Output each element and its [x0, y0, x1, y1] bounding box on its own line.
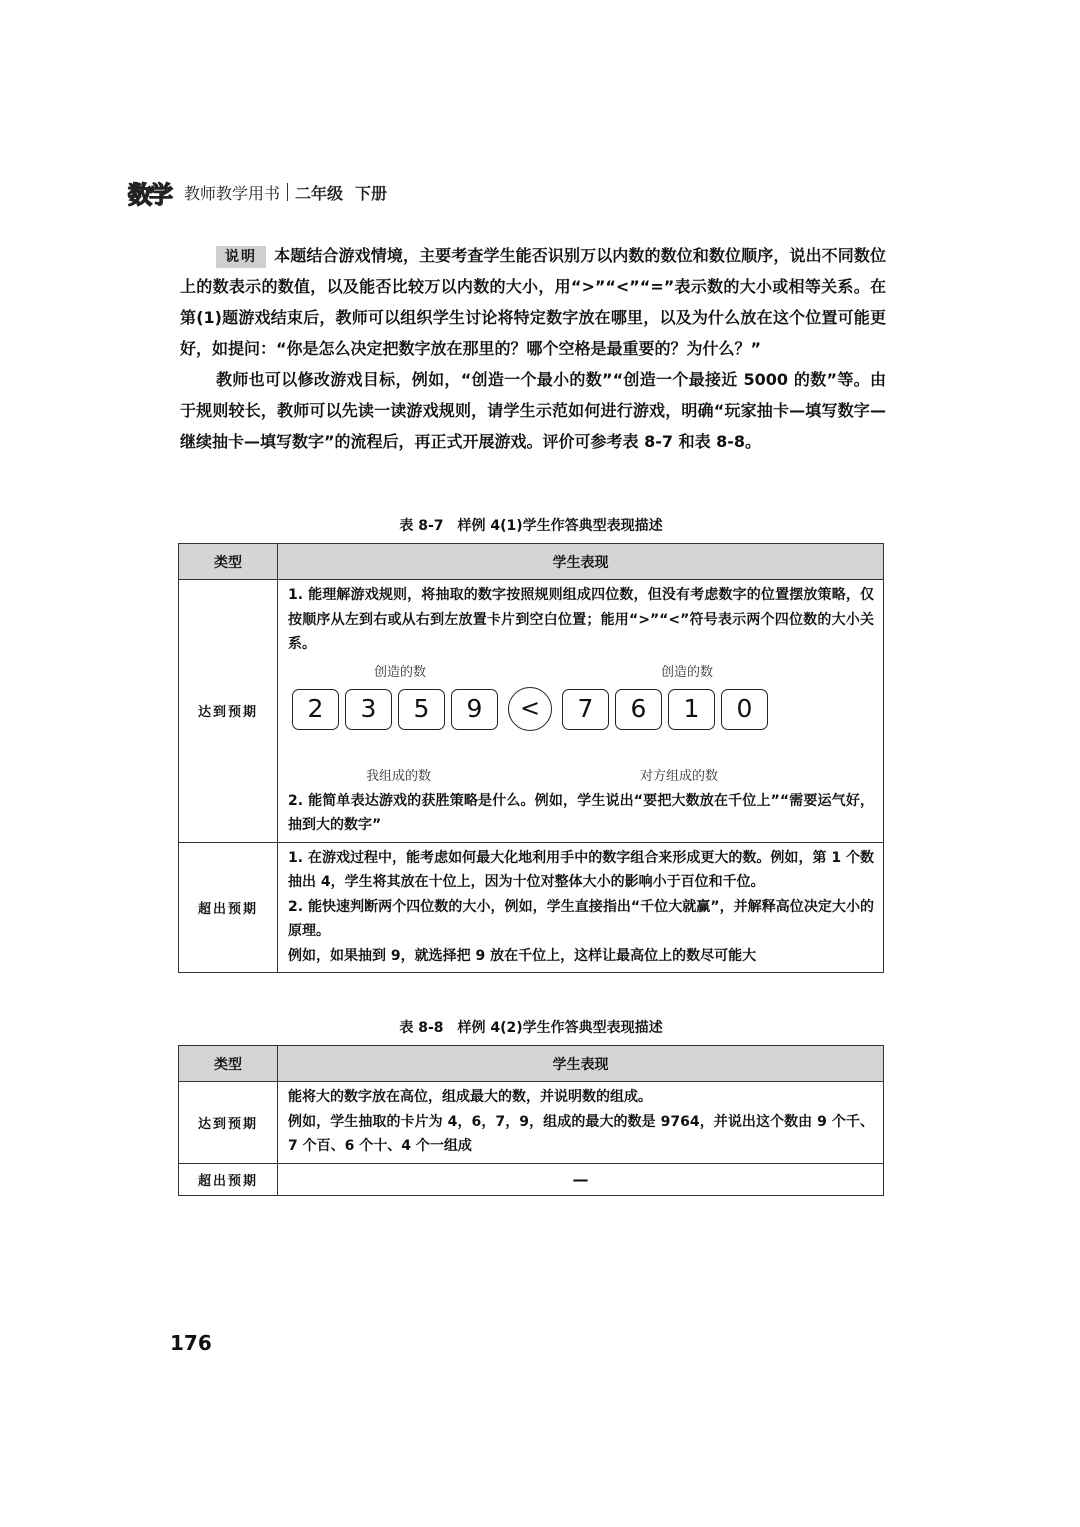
- logo-char-1: 数: [128, 179, 151, 209]
- digit-card-right-2: 6: [615, 689, 662, 730]
- table1-row1-item2: 2. 能简单表达游戏的获胜策略是什么。例如，学生说出“要把大数放在千位上”“需要运气好，抽到大的数字”: [288, 792, 874, 833]
- table-8-7: [178, 543, 884, 973]
- running-header: [128, 174, 387, 210]
- table2-header-type: 类型: [179, 1046, 278, 1082]
- table1-row2-item1: 1. 在游戏过程中，能考虑如何最大化地利用手中的数字组合来形成更大的数。例如，第 1 个数抽出 4，学生将其放在十位上，因为十位对整体大小的影响小于百位和千位。: [288, 849, 874, 890]
- notes-section: [180, 240, 886, 457]
- table2-row1-line2: 例如，学生抽取的卡片为 4，6，7，9，组成的最大的数是 9764，并说出这个数由 9 个千、7 个百、6 个十、4 个一组成: [288, 1113, 874, 1154]
- comparison-symbol: <: [508, 687, 552, 731]
- table1-row1-item1: 1. 能理解游戏规则，将抽取的数字按照规则组成四位数，但没有考虑数字的位置摆放策略，仅按顺序从左到右或从右到左放置卡片到空白位置；能用“>”“<”符号表示两个四位数的大小关系。: [288, 587, 874, 652]
- header-book-title: 教师教学用书: [184, 183, 281, 203]
- logo-char-2: 学: [149, 179, 172, 209]
- table1-header-performance: 学生表现: [278, 544, 884, 580]
- table-8-8: [178, 1045, 884, 1196]
- notes-tag: 说明: [216, 246, 266, 268]
- card-game-illustration: [288, 661, 874, 787]
- subject-logo: [128, 175, 172, 210]
- table2-header-performance: 学生表现: [278, 1046, 884, 1082]
- digit-card-left-3: 5: [398, 689, 445, 730]
- notes-paragraph-2: 教师也可以修改游戏目标，例如，“创造一个最小的数”“创造一个最接近 5000 的数”等。由于规则较长，教师可以先读一读游戏规则，请学生示范如何进行游戏，明确“玩家抽卡—填写数字—继续抽卡—填写数字”的流程后，再正式开展游戏。评价可参考表 8-7 和表 8-8。: [180, 370, 886, 451]
- notes-paragraph-1: [180, 240, 886, 364]
- table1-caption: 表 8-7 样例 4(1)学生作答典型表现描述: [399, 518, 663, 534]
- caption-my-number: 我组成的数: [366, 768, 432, 784]
- table2-row1-line1: 能将大的数字放在高位，组成最大的数，并说明数的组成。: [288, 1089, 652, 1105]
- header-term: 下册: [355, 183, 388, 203]
- table2-row1-label: 达到预期: [179, 1082, 278, 1164]
- digit-card-right-1: 7: [562, 689, 609, 730]
- caption-created-left: 创造的数: [374, 664, 427, 680]
- table1-row1-label: 达到预期: [179, 580, 278, 843]
- digit-card-left-2: 3: [345, 689, 392, 730]
- header-grade: 二年级: [295, 183, 344, 203]
- table2-row2-label: 超出预期: [179, 1163, 278, 1195]
- table2-row1-content: [278, 1082, 884, 1164]
- caption-created-right: 创造的数: [661, 664, 714, 680]
- table1-row2-content: [278, 842, 884, 973]
- notes-text-1: 本题结合游戏情境，主要考查学生能否识别万以内数的数位和数位顺序，说出不同数位上的数表示的数值，以及能否比较万以内数的大小，用“>”“<”“=”表示数的大小或相等关系。在第(1)题游戏结束后，教师可以组织学生讨论将特定数字放在哪里，以及为什么放在这个位置可能更好，如提问：“你是怎么决定把数字放在那里的？哪个空格是最重要的？为什么？”: [180, 246, 886, 358]
- table1-row2-item3: 例如，如果抽到 9，就选择把 9 放在千位上，这样让最高位上的数尽可能大: [288, 947, 757, 964]
- digit-cards-row: [292, 689, 774, 731]
- table1-row2-item2: 2. 能快速判断两个四位数的大小，例如，学生直接指出“千位大就赢”，并解释高位决定大小的原理。: [288, 898, 874, 939]
- digit-card-right-4: 0: [721, 689, 768, 730]
- table1-header-type: 类型: [179, 544, 278, 580]
- page-number: 176: [170, 1331, 212, 1355]
- table1-row1-content: [278, 580, 884, 843]
- caption-opponent-number: 对方组成的数: [640, 768, 719, 784]
- digit-card-left-4: 9: [451, 689, 498, 730]
- digit-card-right-3: 1: [668, 689, 715, 730]
- table2-row2-content: —: [278, 1163, 884, 1195]
- table1-row2-label: 超出预期: [179, 842, 278, 973]
- header-divider: [287, 183, 288, 201]
- table2-caption: 表 8-8 样例 4(2)学生作答典型表现描述: [399, 1020, 663, 1036]
- digit-card-left-1: 2: [292, 689, 339, 730]
